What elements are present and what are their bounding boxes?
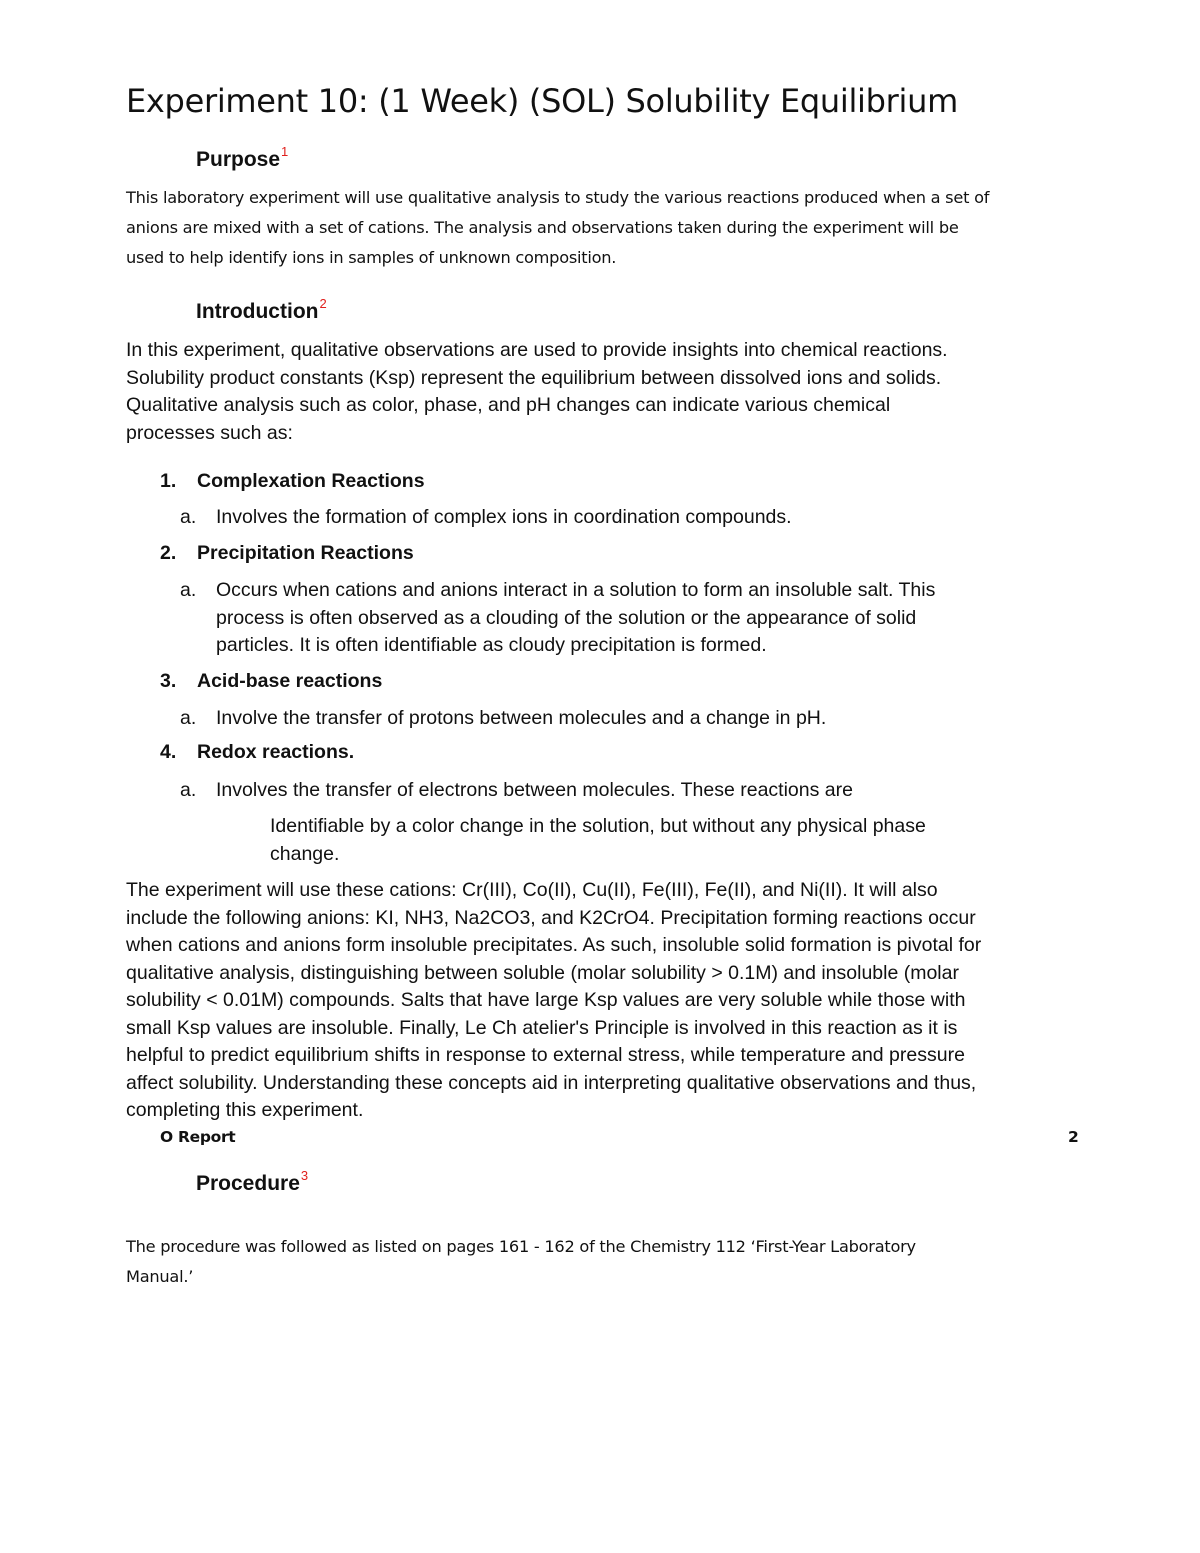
paragraph-line: small Ksp values are insoluble. Finally, Le Ch atelier's Principle is involved in this reaction as it is	[126, 1016, 958, 1039]
list-item-3	[160, 670, 382, 693]
subitem-text: Involve the transfer of protons between molecules and a change in pH.	[216, 707, 827, 729]
purpose-line: This laboratory experiment will use qualitative analysis to study the various reactions produced when a set of	[126, 188, 990, 207]
list-number: 4.	[160, 741, 177, 763]
paragraph-line: qualitative analysis, distinguishing between soluble (molar solubility > 0.1M) and insoluble (molar	[126, 961, 959, 984]
list-number: 2.	[160, 542, 177, 564]
list-item-2	[160, 542, 414, 565]
subitem-line: process is often observed as a clouding of the solution or the appearance of solid	[216, 606, 917, 629]
paragraph-line: when cations and anions form insoluble precipitates. As such, insoluble solid formation is pivotal for	[126, 934, 982, 956]
purpose-reference-marker: 1	[281, 144, 289, 159]
paragraph-line: include the following anions: KI, NH3, Na2CO3, and K2CrO4. Precipitation forming reactions occur	[126, 906, 976, 929]
subitem-letter: a.	[180, 779, 197, 801]
list-item-title: Redox reactions.	[197, 741, 355, 763]
introduction-heading	[196, 298, 327, 324]
paragraph-line: helpful to predict equilibrium shifts in response to external stress, while temperature and pressure	[126, 1044, 965, 1066]
procedure-reference-marker: 3	[300, 1168, 309, 1183]
purpose-heading-text: Purpose	[196, 148, 281, 171]
list-subitem-4a-continuation	[270, 813, 926, 868]
paragraph-line: affect solubility. Understanding these concepts aid in interpreting qualitative observations and thus,	[126, 1071, 977, 1094]
document-title: Experiment 10: (1 Week) (SOL) Solubility Equilibrium	[126, 82, 958, 120]
purpose-paragraph	[126, 183, 989, 273]
subitem-line: particles. It is often identifiable as cloudy precipitation is formed.	[216, 634, 767, 656]
page-number: 2	[1068, 1128, 1079, 1146]
subitem-letter: a.	[180, 707, 197, 729]
purpose-line: anions are mixed with a set of cations. The analysis and observations taken during the experiment will be	[126, 218, 959, 237]
introduction-line: Solubility product constants (Ksp) represent the equilibrium between dissolved ions and solids.	[126, 366, 942, 389]
paragraph-line: solubility < 0.01M) compounds. Salts that have large Ksp values are very soluble while those with	[126, 989, 966, 1011]
list-subitem-1a	[180, 504, 792, 532]
introduction-reference-marker: 2	[319, 296, 327, 311]
procedure-paragraph	[126, 1232, 916, 1292]
subitem-letter: a.	[180, 506, 197, 528]
subitem-text-block	[216, 577, 935, 660]
list-number: 3.	[160, 670, 177, 692]
introduction-line: Qualitative analysis such as color, phase, and pH changes can indicate various chemical	[126, 394, 891, 416]
purpose-heading	[196, 146, 288, 172]
footer-label: O Report	[160, 1128, 236, 1146]
list-subitem-3a	[180, 705, 826, 733]
subitem-line: change.	[270, 842, 340, 865]
introduction-paragraph	[126, 337, 948, 447]
procedure-heading	[196, 1170, 308, 1196]
paragraph-line: completing this experiment.	[126, 1099, 364, 1121]
list-item-title: Precipitation Reactions	[197, 542, 414, 564]
subitem-letter: a.	[180, 579, 197, 601]
introduction-body-paragraph	[126, 877, 981, 1125]
introduction-line: In this experiment, qualitative observations are used to provide insights into chemical reactions.	[126, 339, 948, 361]
procedure-line: Manual.’	[126, 1267, 194, 1286]
list-subitem-4a	[180, 777, 853, 805]
list-item-title: Complexation Reactions	[197, 470, 425, 492]
list-item-title: Acid-base reactions	[197, 670, 383, 692]
list-item-1	[160, 470, 425, 493]
subitem-text: Involves the transfer of electrons between molecules. These reactions are	[216, 779, 853, 801]
procedure-line: The procedure was followed as listed on pages 161 - 162 of the Chemistry 112 ‘First-Year Laboratory	[126, 1237, 916, 1256]
list-subitem-2a	[180, 577, 935, 660]
subitem-line: Identifiable by a color change in the solution, but without any physical phase	[270, 815, 926, 837]
introduction-heading-text: Introduction	[196, 300, 319, 323]
subitem-line: Occurs when cations and anions interact in a solution to form an insoluble salt. This	[216, 579, 936, 601]
paragraph-line: The experiment will use these cations: Cr(III), Co(II), Cu(II), Fe(III), Fe(II), and Ni(II). It will also	[126, 879, 938, 901]
list-number: 1.	[160, 470, 177, 492]
introduction-line: processes such as:	[126, 421, 293, 444]
purpose-line: used to help identify ions in samples of unknown composition.	[126, 248, 617, 267]
subitem-text: Involves the formation of complex ions in coordination compounds.	[216, 506, 792, 528]
procedure-heading-text: Procedure	[196, 1172, 300, 1195]
list-item-4	[160, 741, 354, 764]
